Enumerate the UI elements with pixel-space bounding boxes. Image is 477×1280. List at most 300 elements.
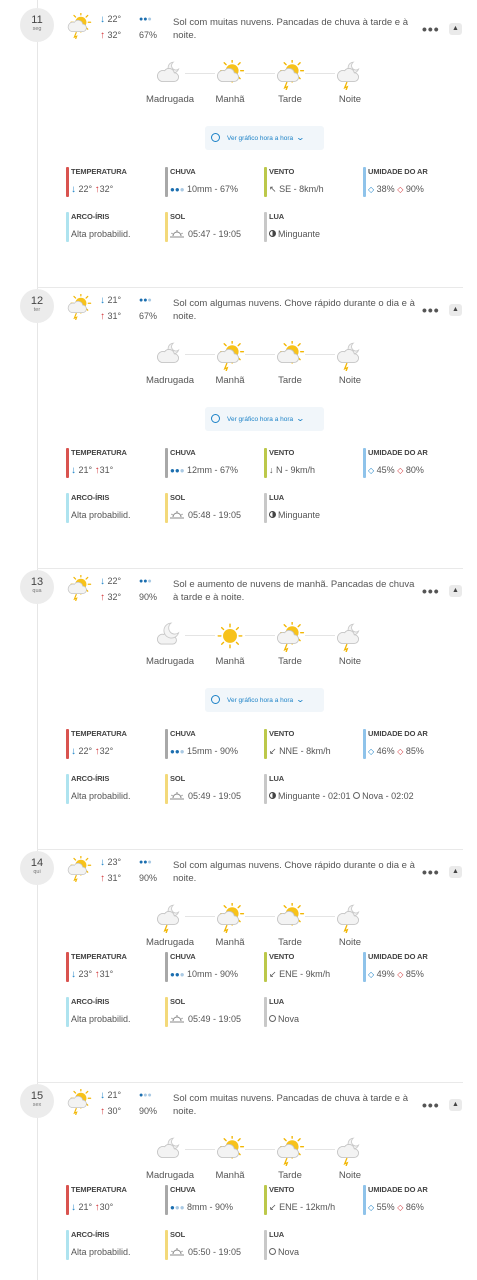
temp-min: 21° bbox=[78, 1202, 93, 1212]
stat-title: SOL bbox=[170, 774, 186, 783]
stat-moon bbox=[264, 212, 464, 242]
arrow-down-icon: ↓ bbox=[100, 295, 105, 306]
period-label: Noite bbox=[338, 94, 362, 105]
wind-value: N - 9km/h bbox=[276, 465, 316, 475]
period-label: Noite bbox=[338, 1170, 362, 1181]
stat-humidity bbox=[363, 1185, 463, 1215]
stat-bar bbox=[165, 1230, 168, 1260]
stat-temperature bbox=[66, 729, 161, 759]
sun-cloud-rain-icon bbox=[200, 903, 260, 933]
sun-times: 05:49 - 19:05 bbox=[188, 1014, 242, 1024]
stat-bar bbox=[165, 952, 168, 982]
period-2 bbox=[260, 341, 320, 386]
more-options-icon[interactable]: ••• bbox=[422, 583, 440, 599]
humidity-min-icon: ◇ bbox=[368, 747, 375, 756]
cloud-moon-rain-icon bbox=[320, 622, 380, 652]
arrow-up-icon: ↑ bbox=[100, 873, 105, 884]
stat-bar bbox=[66, 997, 69, 1027]
stat-title: SOL bbox=[170, 1230, 186, 1239]
stat-value bbox=[170, 229, 260, 239]
stat-bar bbox=[264, 1185, 267, 1215]
period-3 bbox=[320, 1136, 380, 1181]
min-temp-value: 23° bbox=[107, 857, 122, 867]
more-options-icon[interactable]: ••• bbox=[422, 21, 440, 37]
min-temp-value: 22° bbox=[107, 14, 122, 24]
rain-drops-icon: ●●● bbox=[170, 970, 185, 979]
stat-title: UMIDADE DO AR bbox=[368, 952, 428, 961]
stat-title: ARCO-ÍRIS bbox=[71, 212, 110, 221]
forecast-description: Sol com muitas nuvens. Pancadas de chuva à tarde e à noite. bbox=[173, 1093, 408, 1117]
moon-waning-icon bbox=[269, 511, 276, 518]
stat-value bbox=[170, 1202, 260, 1212]
moon-new-icon bbox=[269, 1248, 276, 1255]
stat-bar bbox=[363, 448, 366, 478]
date-badge bbox=[20, 8, 54, 42]
rain-drops-icon: ●●● bbox=[139, 297, 152, 304]
wind-direction-icon: ↙ bbox=[269, 1202, 277, 1212]
stat-humidity bbox=[363, 448, 463, 478]
forecast-description: Sol com algumas nuvens. Chove rápido durante o dia e à noite. bbox=[173, 298, 415, 322]
period-label: Tarde bbox=[278, 375, 302, 386]
sunrise-icon bbox=[170, 230, 184, 238]
min-temp-value: 21° bbox=[107, 1090, 122, 1100]
forecast-description: Sol com muitas nuvens. Pancadas de chuva à tarde e à noite. bbox=[173, 17, 408, 41]
period-1 bbox=[200, 622, 260, 667]
temp-min: 23° bbox=[78, 969, 93, 979]
period-2 bbox=[260, 1136, 320, 1181]
period-0 bbox=[140, 341, 200, 386]
rain-drops-icon: ●●● bbox=[170, 466, 185, 475]
chevron-down-icon: ⌄ bbox=[295, 133, 306, 142]
period-label: Manhã bbox=[215, 375, 245, 386]
stat-value bbox=[269, 1247, 464, 1257]
arrow-up-icon: ↑ bbox=[100, 30, 105, 41]
stat-value bbox=[170, 1247, 260, 1257]
stat-value bbox=[269, 1202, 359, 1213]
period-3 bbox=[320, 341, 380, 386]
stat-bar bbox=[363, 167, 366, 197]
stat-bar bbox=[66, 448, 69, 478]
stat-title: VENTO bbox=[269, 167, 295, 176]
stat-value bbox=[170, 510, 260, 520]
day-number: 13 bbox=[30, 576, 44, 588]
stat-bar bbox=[165, 1185, 168, 1215]
stat-value bbox=[269, 184, 359, 195]
max-temp-value: 32° bbox=[107, 592, 122, 602]
temp-max: 32° bbox=[99, 746, 114, 756]
period-2 bbox=[260, 622, 320, 667]
stat-bar bbox=[66, 729, 69, 759]
day-divider bbox=[37, 568, 463, 569]
stat-bar bbox=[264, 167, 267, 197]
cloud-moon-rain-icon bbox=[320, 341, 380, 371]
sun-cloud-icon bbox=[200, 60, 260, 90]
stat-bar bbox=[264, 952, 267, 982]
humidity-min-icon: ◇ bbox=[368, 1203, 375, 1212]
stat-value bbox=[368, 1202, 463, 1212]
stat-title: SOL bbox=[170, 212, 186, 221]
stat-moon bbox=[264, 1230, 464, 1260]
stat-bar bbox=[363, 729, 366, 759]
clock-icon bbox=[211, 414, 220, 423]
clock-icon bbox=[211, 133, 220, 142]
moon-next-phase: Nova - 02:02 bbox=[362, 791, 414, 801]
stat-title: LUA bbox=[269, 493, 285, 502]
period-3 bbox=[320, 60, 380, 105]
stat-value bbox=[71, 969, 161, 980]
humidity-min: 46% bbox=[376, 746, 395, 756]
rainbow-value: Alta probabilid. bbox=[71, 229, 131, 239]
period-label: Manhã bbox=[215, 94, 245, 105]
max-temp-value: 32° bbox=[107, 30, 122, 40]
humidity-max-icon: ◇ bbox=[397, 185, 404, 194]
period-label: Tarde bbox=[278, 937, 302, 948]
stat-title: TEMPERATURA bbox=[71, 1185, 127, 1194]
day-number: 11 bbox=[31, 14, 43, 26]
arrow-up-icon: ↑ bbox=[94, 465, 100, 476]
humidity-min: 38% bbox=[376, 184, 395, 194]
stat-bar bbox=[66, 212, 69, 242]
period-1 bbox=[200, 1136, 260, 1181]
max-temp-value: 30° bbox=[107, 1106, 122, 1116]
period-label: Manhã bbox=[215, 656, 245, 667]
stat-bar bbox=[264, 1230, 267, 1260]
day-divider bbox=[37, 287, 463, 288]
period-0 bbox=[140, 1136, 200, 1181]
max-temp bbox=[100, 30, 121, 41]
day-periods bbox=[140, 341, 380, 389]
weekday: ter bbox=[33, 307, 41, 313]
min-temp-value: 21° bbox=[107, 295, 122, 305]
arrow-up-icon: ↑ bbox=[94, 746, 100, 757]
stat-value bbox=[269, 969, 359, 980]
arrow-down-icon: ↓ bbox=[100, 1090, 105, 1101]
sun-cloud-rain-icon bbox=[66, 13, 90, 35]
collapse-button[interactable] bbox=[449, 1099, 462, 1111]
wind-value: SE - 8km/h bbox=[279, 184, 324, 194]
stat-value bbox=[368, 746, 463, 756]
hourly-graph-button[interactable] bbox=[205, 126, 324, 150]
stat-value bbox=[71, 465, 161, 476]
hourly-graph-label: Ver gráfico hora a hora bbox=[227, 416, 294, 423]
stat-bar bbox=[165, 212, 168, 242]
period-label: Madrugada bbox=[145, 1170, 195, 1181]
more-options-icon[interactable]: ••• bbox=[422, 1097, 440, 1113]
stat-sun bbox=[165, 997, 260, 1027]
moon-waning-icon bbox=[269, 792, 276, 799]
wind-value: ENE - 9km/h bbox=[279, 969, 331, 979]
hourly-graph-button[interactable] bbox=[205, 688, 324, 712]
stat-title: LUA bbox=[269, 212, 285, 221]
day-periods bbox=[140, 60, 380, 108]
stat-title: VENTO bbox=[269, 1185, 295, 1194]
stat-title: UMIDADE DO AR bbox=[368, 167, 428, 176]
stat-sun bbox=[165, 1230, 260, 1260]
stat-title: LUA bbox=[269, 774, 285, 783]
temp-max: 30° bbox=[99, 1202, 114, 1212]
stat-value bbox=[368, 969, 463, 979]
period-1 bbox=[200, 341, 260, 386]
rain-value: 10mm - 90% bbox=[187, 969, 239, 979]
stat-bar bbox=[66, 952, 69, 982]
period-1 bbox=[200, 60, 260, 105]
arrow-down-icon: ↓ bbox=[100, 576, 105, 587]
forecast-description: Sol e aumento de nuvens de manhã. Pancadas de chuva à tarde e à noite. bbox=[173, 579, 415, 603]
stat-title: VENTO bbox=[269, 448, 295, 457]
moon-waning-icon bbox=[269, 230, 276, 237]
humidity-min: 45% bbox=[376, 465, 395, 475]
stat-value bbox=[71, 1202, 161, 1213]
cloud-moon-rain-icon bbox=[320, 60, 380, 90]
temp-min: 21° bbox=[78, 465, 93, 475]
stat-value bbox=[269, 791, 464, 801]
rain-drops-icon: ●●● bbox=[139, 16, 152, 23]
more-options-icon[interactable]: ••• bbox=[422, 302, 440, 318]
stat-rain bbox=[165, 1185, 260, 1215]
stat-rain bbox=[165, 167, 260, 197]
moon-phase: Minguante - 02:01 bbox=[278, 791, 351, 801]
moon-new-icon bbox=[353, 792, 360, 799]
weekday: sex bbox=[32, 1102, 42, 1108]
stat-title: TEMPERATURA bbox=[71, 448, 127, 457]
rainbow-value: Alta probabilid. bbox=[71, 1014, 131, 1024]
collapse-button[interactable] bbox=[449, 585, 462, 597]
stat-title: CHUVA bbox=[170, 1185, 196, 1194]
humidity-max: 85% bbox=[405, 969, 424, 979]
arrow-up-icon: ↑ bbox=[94, 184, 100, 195]
date-badge bbox=[20, 570, 54, 604]
date-badge bbox=[20, 851, 54, 885]
stat-title: UMIDADE DO AR bbox=[368, 448, 428, 457]
period-1 bbox=[200, 903, 260, 948]
period-label: Tarde bbox=[278, 1170, 302, 1181]
temp-max: 31° bbox=[99, 969, 114, 979]
stat-bar bbox=[264, 212, 267, 242]
max-temp bbox=[100, 311, 121, 322]
period-label: Madrugada bbox=[145, 375, 195, 386]
stat-bar bbox=[66, 774, 69, 804]
stat-value bbox=[269, 1014, 464, 1024]
hourly-graph-label: Ver gráfico hora a hora bbox=[227, 135, 294, 142]
day-number: 15 bbox=[30, 1090, 44, 1102]
stat-bar bbox=[264, 774, 267, 804]
sun-cloud-rain-icon bbox=[260, 60, 320, 90]
stat-rainbow bbox=[66, 997, 161, 1027]
stat-sun bbox=[165, 493, 260, 523]
humidity-max-icon: ◇ bbox=[397, 970, 404, 979]
chevron-up-icon: ▲ bbox=[452, 306, 459, 313]
stat-value bbox=[269, 465, 359, 475]
period-label: Madrugada bbox=[145, 937, 195, 948]
wind-direction-icon: ↓ bbox=[269, 465, 274, 475]
sun-times: 05:48 - 19:05 bbox=[188, 510, 242, 520]
stat-value bbox=[269, 229, 464, 239]
stat-bar bbox=[66, 167, 69, 197]
stat-title: SOL bbox=[170, 493, 186, 502]
period-label: Madrugada bbox=[145, 656, 195, 667]
day-number: 12 bbox=[30, 295, 44, 307]
stat-bar bbox=[66, 1185, 69, 1215]
date-badge bbox=[20, 289, 54, 323]
stat-bar bbox=[165, 167, 168, 197]
arrow-down-icon: ↓ bbox=[71, 465, 76, 476]
chevron-up-icon: ▲ bbox=[452, 868, 459, 875]
stat-humidity bbox=[363, 729, 463, 759]
cloud-moon-icon bbox=[140, 60, 200, 90]
stat-value bbox=[170, 184, 260, 194]
humidity-max-icon: ◇ bbox=[397, 1203, 404, 1212]
stat-bar bbox=[165, 448, 168, 478]
rainbow-value: Alta probabilid. bbox=[71, 1247, 131, 1257]
period-label: Manhã bbox=[215, 1170, 245, 1181]
chevron-up-icon: ▲ bbox=[452, 1101, 459, 1108]
wind-direction-icon: ↙ bbox=[269, 969, 277, 979]
stat-title: TEMPERATURA bbox=[71, 729, 127, 738]
stat-wind bbox=[264, 167, 359, 197]
sun-cloud-rain-icon bbox=[66, 1089, 90, 1111]
moon-phase: Nova bbox=[278, 1247, 300, 1257]
stat-title: CHUVA bbox=[170, 167, 196, 176]
weekday: qui bbox=[33, 869, 41, 875]
date-badge bbox=[20, 1084, 54, 1118]
humidity-min-icon: ◇ bbox=[368, 970, 375, 979]
stat-sun bbox=[165, 212, 260, 242]
stat-bar bbox=[66, 493, 69, 523]
max-temp-value: 31° bbox=[107, 873, 122, 883]
cloud-moon-rain-icon bbox=[320, 903, 380, 933]
more-options-icon[interactable]: ••• bbox=[422, 864, 440, 880]
humidity-max-icon: ◇ bbox=[397, 747, 404, 756]
min-temp-value: 22° bbox=[107, 576, 122, 586]
rain-drops-icon: ●●● bbox=[139, 1092, 152, 1099]
period-label: Noite bbox=[338, 937, 362, 948]
rain-value: 10mm - 67% bbox=[187, 184, 239, 194]
stat-rain bbox=[165, 952, 260, 982]
period-2 bbox=[260, 60, 320, 105]
collapse-button[interactable] bbox=[449, 304, 462, 316]
stat-rainbow bbox=[66, 212, 161, 242]
rain-value: 12mm - 67% bbox=[187, 465, 239, 475]
sunrise-icon bbox=[170, 1015, 184, 1023]
stat-value bbox=[368, 184, 463, 194]
stat-title: ARCO-ÍRIS bbox=[71, 774, 110, 783]
max-temp bbox=[100, 873, 121, 884]
stat-title: LUA bbox=[269, 997, 285, 1006]
period-3 bbox=[320, 622, 380, 667]
stat-temperature bbox=[66, 448, 161, 478]
stat-rain bbox=[165, 448, 260, 478]
day-number: 14 bbox=[30, 857, 44, 869]
rain-probability: 67% bbox=[139, 30, 158, 40]
humidity-min: 49% bbox=[376, 969, 395, 979]
hourly-graph-button[interactable] bbox=[205, 407, 324, 431]
moon-cloud-icon bbox=[140, 622, 200, 652]
stat-value bbox=[170, 1014, 260, 1024]
moon-phase: Minguante bbox=[278, 510, 321, 520]
rainbow-value: Alta probabilid. bbox=[71, 510, 131, 520]
chevron-up-icon: ▲ bbox=[452, 587, 459, 594]
rain-drops-icon: ●●● bbox=[170, 1203, 185, 1212]
humidity-min-icon: ◇ bbox=[368, 185, 375, 194]
collapse-button[interactable] bbox=[449, 866, 462, 878]
stat-bar bbox=[264, 997, 267, 1027]
period-label: Manhã bbox=[215, 937, 245, 948]
cloud-moon-rain-icon bbox=[140, 903, 200, 933]
arrow-up-icon: ↑ bbox=[100, 311, 105, 322]
collapse-button[interactable] bbox=[449, 23, 462, 35]
sun-cloud-icon bbox=[260, 341, 320, 371]
stat-moon bbox=[264, 774, 464, 804]
stat-value bbox=[170, 465, 260, 475]
stat-title: UMIDADE DO AR bbox=[368, 729, 428, 738]
humidity-max: 85% bbox=[405, 746, 424, 756]
sun-times: 05:47 - 19:05 bbox=[188, 229, 242, 239]
sun-cloud-icon bbox=[200, 1136, 260, 1166]
min-temp bbox=[100, 1090, 121, 1101]
sun-cloud-icon bbox=[260, 903, 320, 933]
arrow-down-icon: ↓ bbox=[71, 184, 76, 195]
stat-title: ARCO-ÍRIS bbox=[71, 997, 110, 1006]
min-temp bbox=[100, 857, 121, 868]
stat-humidity bbox=[363, 952, 463, 982]
min-temp bbox=[100, 576, 121, 587]
period-0 bbox=[140, 622, 200, 667]
humidity-min: 55% bbox=[376, 1202, 395, 1212]
stat-bar bbox=[66, 1230, 69, 1260]
stat-title: LUA bbox=[269, 1230, 285, 1239]
stat-bar bbox=[264, 448, 267, 478]
day-periods bbox=[140, 1136, 380, 1184]
humidity-max: 90% bbox=[405, 184, 424, 194]
stat-value bbox=[170, 746, 260, 756]
weekday: seg bbox=[32, 26, 42, 32]
moon-new-icon bbox=[269, 1015, 276, 1022]
wind-direction-icon: ↙ bbox=[269, 746, 277, 756]
stat-rainbow bbox=[66, 1230, 161, 1260]
period-3 bbox=[320, 903, 380, 948]
rain-value: 8mm - 90% bbox=[187, 1202, 234, 1212]
rain-probability: 67% bbox=[139, 311, 158, 321]
stat-title: VENTO bbox=[269, 952, 295, 961]
stat-value bbox=[71, 746, 161, 757]
wind-direction-icon: ↖ bbox=[269, 184, 277, 194]
cloud-moon-rain-icon bbox=[320, 1136, 380, 1166]
sun-times: 05:50 - 19:05 bbox=[188, 1247, 242, 1257]
stat-wind bbox=[264, 1185, 359, 1215]
period-2 bbox=[260, 903, 320, 948]
min-temp bbox=[100, 14, 121, 25]
rain-drops-icon: ●●● bbox=[139, 578, 152, 585]
stat-value bbox=[170, 969, 260, 979]
period-label: Madrugada bbox=[145, 94, 195, 105]
stat-title: CHUVA bbox=[170, 448, 196, 457]
stat-title: ARCO-ÍRIS bbox=[71, 493, 110, 502]
arrow-down-icon: ↓ bbox=[71, 969, 76, 980]
stat-humidity bbox=[363, 167, 463, 197]
stat-rain bbox=[165, 729, 260, 759]
temp-max: 31° bbox=[99, 465, 114, 475]
chevron-down-icon: ⌄ bbox=[295, 695, 306, 704]
humidity-min-icon: ◇ bbox=[368, 466, 375, 475]
stat-value bbox=[71, 184, 161, 195]
rain-probability: 90% bbox=[139, 1106, 158, 1116]
stat-temperature bbox=[66, 167, 161, 197]
max-temp bbox=[100, 1106, 121, 1117]
rain-probability: 90% bbox=[139, 592, 158, 602]
sun-cloud-rain-icon bbox=[66, 856, 90, 878]
stat-bar bbox=[264, 493, 267, 523]
sun-cloud-rain-icon bbox=[66, 575, 90, 597]
